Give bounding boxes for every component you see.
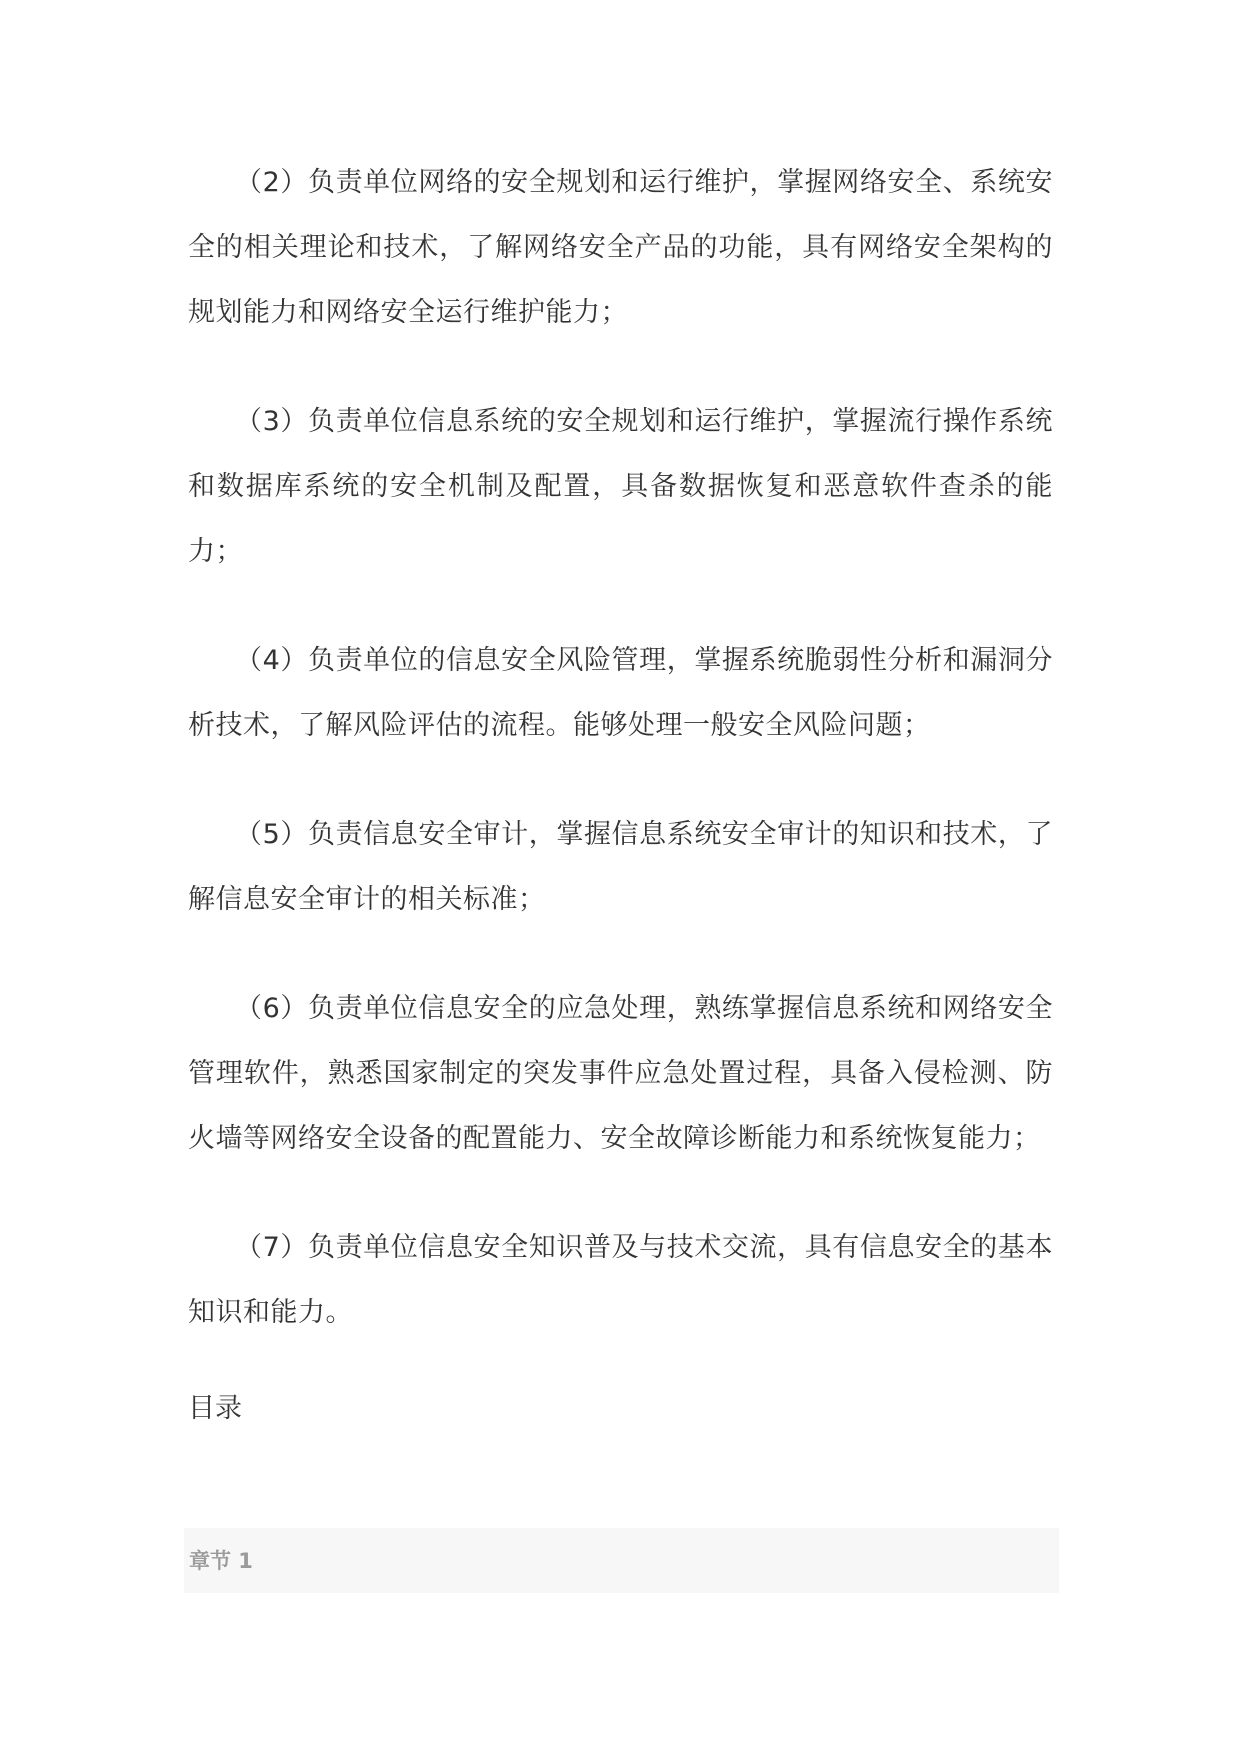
paragraph-6: （6）负责单位信息安全的应急处理，熟练掌握信息系统和网络安全管理软件，熟悉国家制定的突发事件应急处置过程，具备入侵检测、防火墙等网络安全设备的配置能力、安全故障诊断能力和系统恢复能力； [188,993,1053,1154]
paragraph-4: （4）负责单位的信息安全风险管理，掌握系统脆弱性分析和漏洞分析技术，了解风险评估的流程。能够处理一般安全风险问题； [188,645,1053,741]
paragraph-5: （5）负责信息安全审计，掌握信息系统安全审计的知识和技术，了解信息安全审计的相关标准； [188,819,1053,915]
paragraph-3: （3）负责单位信息系统的安全规划和运行维护，掌握流行操作系统和数据库系统的安全机制及配置，具备数据恢复和恶意软件查杀的能力； [188,406,1053,567]
paragraph-7: （7）负责单位信息安全知识普及与技术交流，具有信息安全的基本知识和能力。 [188,1232,1053,1328]
toc-title: 目录 [188,1393,242,1424]
document-body [188,150,1053,1447]
paragraph-2: （2）负责单位网络的安全规划和运行维护，掌握网络安全、系统安全的相关理论和技术，了解网络安全产品的功能，具有网络安全架构的规划能力和网络安全运行维护能力； [188,167,1053,328]
toc-list [184,1528,1059,1593]
toc-item-chapter-1[interactable]: 章节 1 [189,1549,253,1573]
